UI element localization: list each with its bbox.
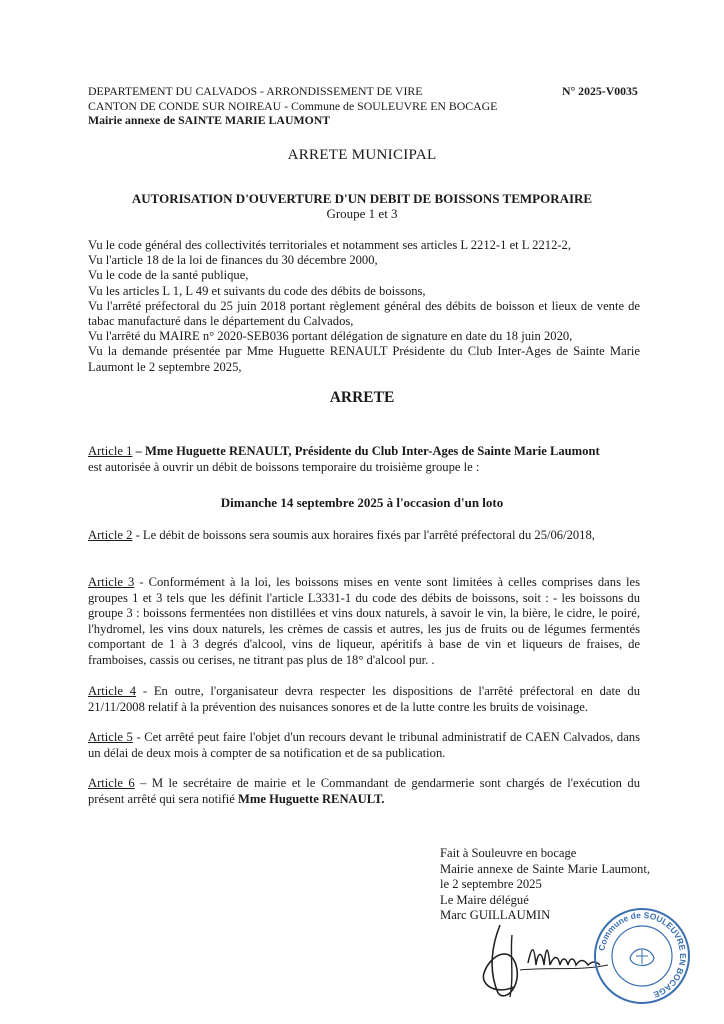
document-subtitle: AUTORISATION D'OUVERTURE D'UN DEBIT DE BOISSONS TEMPORAIRE: [131, 191, 593, 206]
article-2-text: - Le débit de boissons sera soumis aux horaires fixés par l'arrêté préfectoral du 25/06/2018,: [132, 528, 595, 542]
stamp-text: Commune de SOULEUVRE EN BOCAGE: [596, 909, 689, 1001]
article-5-text: - Cet arrêté peut faire l'objet d'un recours devant le tribunal administratif de CAEN Calvados, dans un délai de deux mois à compter de sa notification et de sa publication.: [88, 730, 640, 760]
article-4: [88, 684, 640, 715]
visa-item: Vu l'arrêté du MAIRE n° 2020-SEB036 portant délégation de signature en date du 18 juin 2020,: [88, 329, 573, 344]
article-6-recipient: Mme Huguette RENAULT.: [238, 791, 385, 806]
groupe-label: Groupe 1 et 3: [326, 206, 398, 221]
article-6: [88, 776, 640, 807]
article-1: [88, 444, 640, 475]
article-5: [88, 730, 640, 761]
article-3-label: Article 3: [88, 575, 135, 589]
article-3: [88, 575, 640, 669]
mairie-stamp: [592, 906, 692, 1006]
article-6-label: Article 6: [88, 776, 135, 790]
signature-place: Fait à Souleuvre en bocage: [440, 846, 577, 860]
article-2-label: Article 2: [88, 528, 133, 542]
event-date: Dimanche 14 septembre 2025 à l'occasion d'un loto: [220, 495, 504, 510]
visa-item: Vu le code général des collectivités territoriales et notamment ses articles L 2212-1 et L 2212-2,: [88, 238, 572, 252]
article-3-text: - Conformément à la loi, les boissons mises en vente sont limitées à celles comprises dans les groupes 1 et 3 tels que les définit l'article L3331-1 du code des débits de boissons, soit : - les boissons du groupe 3 : boissons fermentées non distillées et vins doux naturels, à savoir le vin, la bière, le cidre, le poiré, l'hydromel, les vins doux naturels, les crèmes de cassis et autres, les jus de fruits ou de légumes fermentés comportant de 1 à 3 degrés d'alcool, vins de liqueur, apéritifs à base de vin et liqueurs de fraises, de framboises, cassis ou cerises, ne titrant pas plus de 18° d'alcool pur. .: [88, 575, 640, 667]
signature-name: Marc GUILLAUMIN: [440, 908, 551, 923]
header-line-department: DEPARTEMENT DU CALVADOS - ARRONDISSEMENT DE VIRE: [88, 84, 423, 98]
article-4-text: - En outre, l'organisateur devra respecter les dispositions de l'arrêté préfectoral en date du 21/11/2008 relatif à la prévention des nuisances sonores et de la lutte contre les bruits de voisinage.: [88, 684, 640, 714]
document-title: ARRETE MUNICIPAL: [287, 147, 437, 163]
visa-item: Vu l'article 18 de la loi de finances du 30 décembre 2000,: [88, 253, 378, 268]
reference-number: N° 2025-V0035: [562, 84, 638, 98]
header-line-mairie: Mairie annexe de SAINTE MARIE LAUMONT: [88, 113, 331, 127]
arrete-heading: ARRETE: [329, 389, 395, 406]
article-6-text: – M le secrétaire de mairie et le Commandant de gendarmerie sont chargés de l'exécution du présent arrêté qui sera notifié: [88, 776, 640, 806]
article-1-beneficiary: – Mme Huguette RENAULT, Présidente du Club Inter-Ages de Sainte Marie Laumont: [132, 444, 600, 458]
visa-item: Vu l'arrêté préfectoral du 25 juin 2018 portant règlement général des débits de boisson et lieux de vente de tabac manufacturé dans le département du Calvados,: [88, 298, 640, 329]
article-4-label: Article 4: [88, 684, 137, 698]
visa-item: Vu les articles L 1, L 49 et suivants du code des débits de boissons,: [88, 283, 426, 298]
article-1-text: est autorisée à ouvrir un débit de boissons temporaire du troisième groupe le :: [88, 459, 480, 474]
signature-date: Mairie annexe de Sainte Marie Laumont, le 2 septembre 2025: [440, 861, 650, 892]
visa-item: Vu le code de la santé publique,: [88, 268, 249, 283]
visa-item: Vu la demande présentée par Mme Huguette RENAULT Présidente du Club Inter-Ages de Sainte Marie Laumont le 2 septembre 2025,: [88, 344, 640, 374]
header-line-canton: CANTON DE CONDE SUR NOIREAU - Commune de SOULEUVRE EN BOCAGE: [88, 98, 498, 113]
signature-role: Le Maire délégué: [440, 892, 529, 907]
article-2: [88, 528, 640, 544]
document-header: [88, 84, 497, 128]
visas-list: [88, 238, 640, 375]
article-5-label: Article 5: [88, 730, 133, 744]
article-1-label: Article 1: [88, 444, 133, 458]
